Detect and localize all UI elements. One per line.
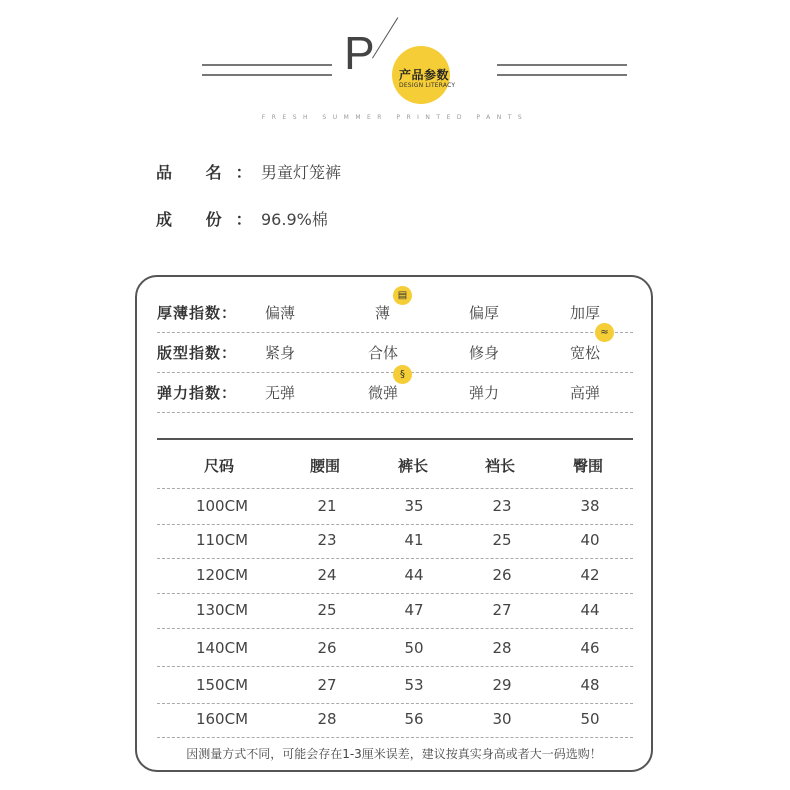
table-cell: 47	[404, 601, 424, 619]
attribute-option: 修身	[469, 344, 500, 362]
table-cell: 110CM	[195, 531, 249, 549]
attribute-label: 版型指数：	[157, 344, 238, 362]
table-cell: 42	[580, 566, 600, 584]
material-value: 96.9%棉	[261, 210, 328, 229]
attribute-option: 合体	[368, 344, 399, 362]
table-row	[157, 631, 633, 667]
table-header: 臀围	[573, 457, 604, 475]
attribute-row-elasticity	[157, 382, 633, 413]
attribute-row-thickness	[157, 302, 633, 333]
table-cell: 27	[492, 601, 512, 619]
header-title: 产品参数	[399, 68, 450, 82]
table-row	[157, 558, 633, 594]
attribute-option: 微弹	[368, 384, 399, 402]
table-cell: 40	[580, 531, 600, 549]
attribute-option: 紧身	[265, 344, 296, 362]
loose-wave-icon: ≈	[595, 323, 614, 342]
attribute-option: 弹力	[469, 384, 500, 402]
table-cell: 120CM	[195, 566, 249, 584]
table-header: 裤长	[398, 457, 429, 475]
table-row	[157, 702, 633, 738]
table-header: 裆长	[485, 457, 516, 475]
table-cell: 24	[317, 566, 337, 584]
table-cell: 53	[404, 676, 424, 694]
table-cell: 48	[580, 676, 600, 694]
table-row	[157, 668, 633, 704]
table-cell: 25	[492, 531, 512, 549]
table-cell: 35	[404, 497, 424, 515]
table-cell: 160CM	[195, 710, 249, 728]
table-cell: 28	[317, 710, 337, 728]
table-row	[157, 523, 633, 559]
table-cell: 100CM	[195, 497, 249, 515]
attribute-option: 偏厚	[469, 304, 500, 322]
attribute-option: 高弹	[570, 384, 601, 402]
table-top-rule	[157, 438, 633, 440]
material-label: 成 份：	[156, 210, 266, 229]
attribute-option: 宽松	[570, 344, 601, 362]
header-letter: P	[344, 27, 375, 79]
table-cell: 46	[580, 639, 600, 657]
attribute-option: 加厚	[570, 304, 601, 322]
table-row	[157, 593, 633, 629]
table-cell: 44	[404, 566, 424, 584]
attribute-label: 弹力指数：	[157, 384, 238, 402]
table-cell: 27	[317, 676, 337, 694]
table-cell: 28	[492, 639, 512, 657]
thin-fabric-icon: ▤	[393, 286, 412, 305]
table-cell: 38	[580, 497, 600, 515]
table-cell: 150CM	[195, 676, 249, 694]
product-name-label: 品 名：	[156, 163, 266, 182]
header-subtitle: DESIGN LITERACY	[399, 82, 456, 89]
table-cell: 23	[317, 531, 337, 549]
table-cell: 25	[317, 601, 337, 619]
table-cell: 23	[492, 497, 512, 515]
table-cell: 41	[404, 531, 424, 549]
product-name-value: 男童灯笼裤	[261, 163, 342, 182]
table-header: 腰围	[310, 457, 341, 475]
spring-icon: §	[393, 365, 412, 384]
header-slash	[372, 17, 398, 58]
table-cell: 56	[404, 710, 424, 728]
table-row	[157, 488, 633, 525]
table-cell: 50	[404, 639, 424, 657]
table-cell: 50	[580, 710, 600, 728]
table-cell: 26	[317, 639, 337, 657]
table-header: 尺码	[204, 457, 235, 475]
table-cell: 21	[317, 497, 337, 515]
attribute-option: 偏薄	[265, 304, 296, 322]
header-decor-lines-left	[202, 64, 332, 76]
measurement-note: 因测量方式不同，可能会存在1-3厘米误差，建议按真实身高或者大一码选购！	[186, 747, 602, 761]
table-cell: 130CM	[195, 601, 249, 619]
table-cell: 44	[580, 601, 600, 619]
table-cell: 30	[492, 710, 512, 728]
table-cell: 140CM	[195, 639, 249, 657]
table-cell: 26	[492, 566, 512, 584]
header-decor-lines-right	[497, 64, 627, 76]
header-english-line: FRESH SUMMER PRINTED PANTS	[261, 114, 529, 121]
attribute-option: 薄	[375, 304, 391, 322]
table-cell: 29	[492, 676, 512, 694]
attribute-label: 厚薄指数：	[157, 304, 238, 322]
attribute-option: 无弹	[265, 384, 296, 402]
